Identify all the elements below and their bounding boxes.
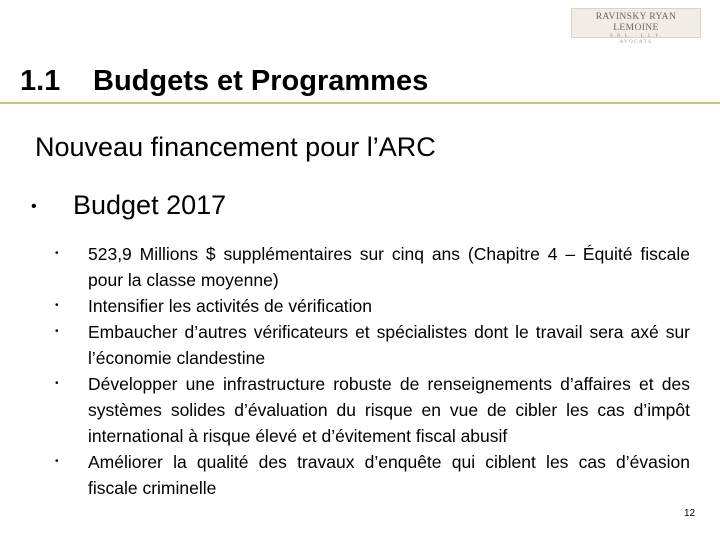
list-item [55, 293, 690, 319]
list-item [55, 241, 690, 293]
budget-items-list [55, 241, 690, 501]
list-bullet: • [55, 248, 59, 259]
heading-divider [0, 102, 720, 104]
list-bullet: • [55, 456, 59, 467]
heading-title: Budgets et Programmes [93, 65, 429, 97]
list-item [55, 319, 690, 371]
list-item [55, 449, 690, 501]
logo-firm-name: RAVINSKY RYAN LEMOINE [595, 12, 677, 33]
list-item-text: Améliorer la qualité des travaux d’enquête qui ciblent les cas d’évasion fiscale criminelle [88, 452, 690, 498]
logo-line-2: AVOCATS [619, 40, 653, 45]
logo-line-1: S.R.L. · L.L.P. [610, 34, 662, 39]
list-bullet: • [55, 300, 59, 311]
section-bullet: • [31, 198, 37, 215]
list-bullet: • [55, 326, 59, 337]
list-item-text: Développer une infrastructure robuste de renseignements d’affaires et des systèmes solides d’évaluation du risque en vue de cibler les cas d’impôt international à risque élevé et d’évitement fiscal abusif [88, 374, 690, 446]
heading-number: 1.1 [20, 65, 61, 97]
firm-logo [571, 8, 701, 45]
list-item-text: 523,9 Millions $ supplémentaires sur cinq ans (Chapitre 4 – Équité fiscale pour la classe moyenne) [88, 244, 690, 290]
list-item [55, 371, 690, 449]
list-item-text: Intensifier les activités de vérification [88, 296, 373, 316]
list-bullet: • [55, 378, 59, 389]
list-item-text: Embaucher d’autres vérificateurs et spécialistes dont le travail sera axé sur l’économie clandestine [88, 322, 690, 368]
page-number: 12 [684, 508, 696, 519]
section-title: Budget 2017 [73, 190, 227, 220]
slide-subtitle: Nouveau financement pour l’ARC [35, 132, 436, 162]
